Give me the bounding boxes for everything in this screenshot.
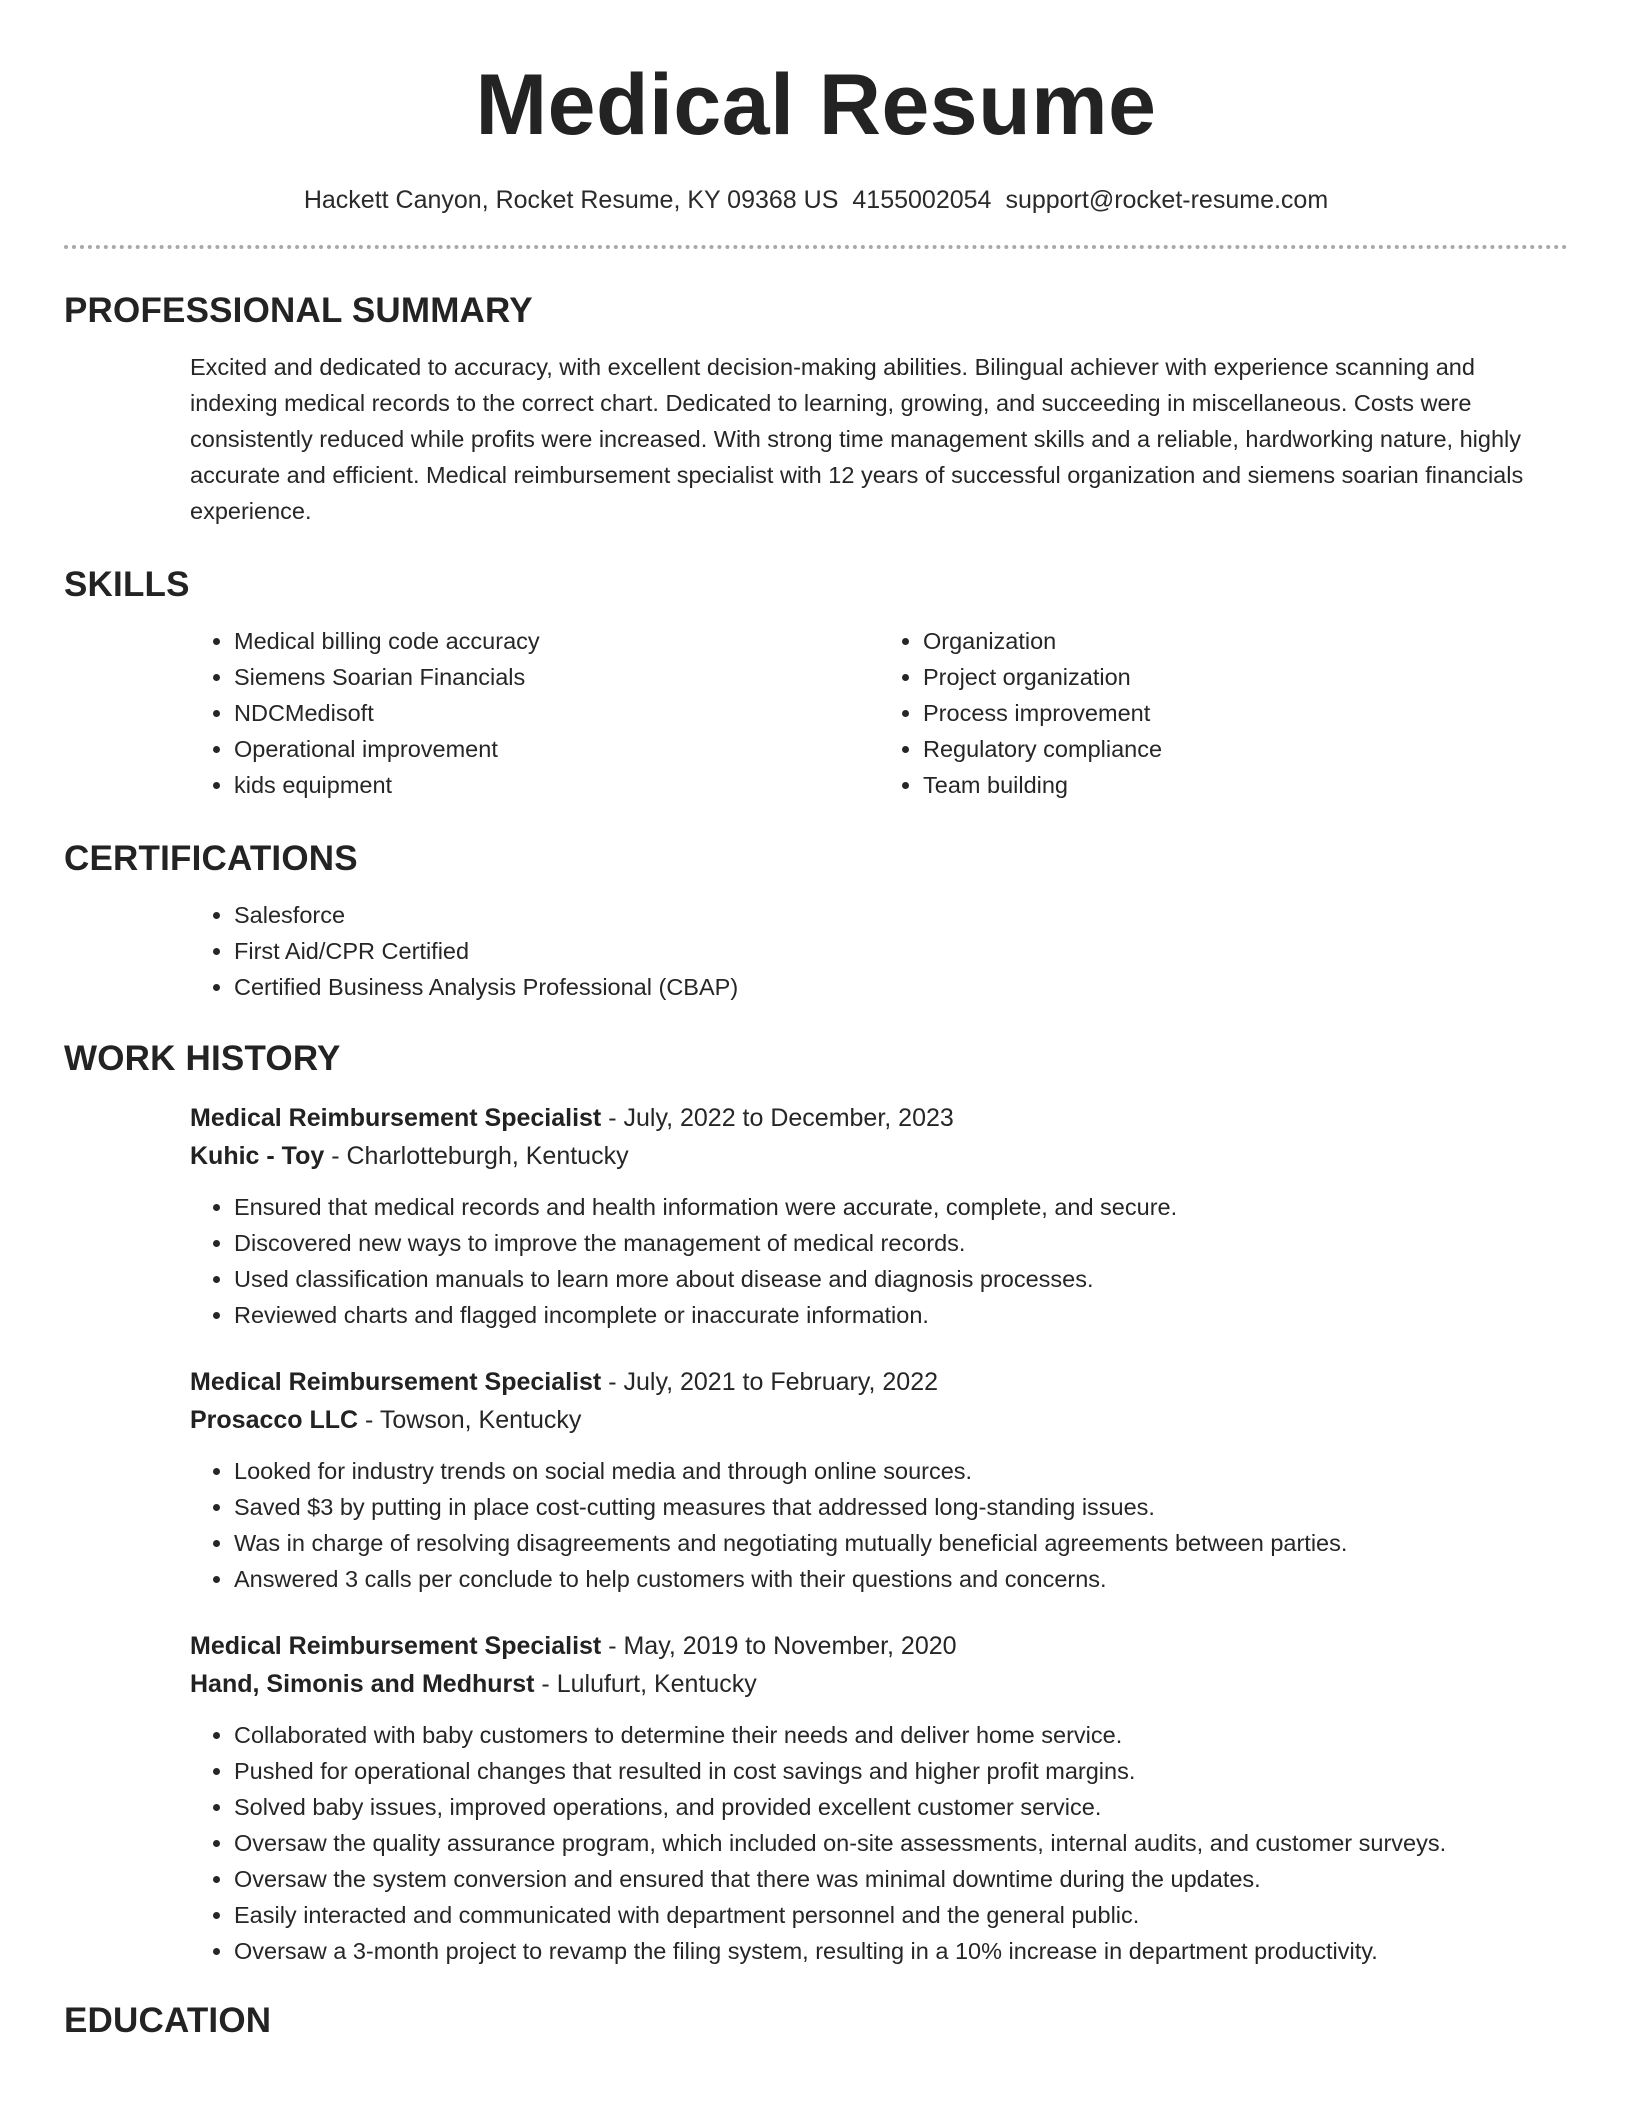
skill-item: • Operational improvement — [234, 731, 879, 767]
job-dates: - May, 2019 to November, 2020 — [601, 1632, 957, 1660]
job-company: Prosacco LLC — [190, 1406, 359, 1434]
job-bullets — [190, 1189, 1568, 1333]
summary-text: Excited and dedicated to accuracy, with excellent decision-making abilities. Bilingual achiever with experience scanning and indexing medical records to the correct chart. Dedicated to learning, growing, and succeeding in miscellaneous. Costs were consistently reduced while profits were increased. With strong time management skills and a reliable, hardworking nature, highly accurate and efficient. Medical reimbursement specialist with 12 years of successful organization and siemens soarian financials experience. — [190, 354, 1524, 524]
job-role: Medical Reimbursement Specialist — [190, 1368, 602, 1396]
job-bullet: • Saved $3 by putting in place cost-cutting measures that addressed long-standing issues. — [234, 1489, 1568, 1525]
skill-item: • Siemens Soarian Financials — [234, 659, 879, 695]
job-location: - Charlotteburgh, Kentucky — [324, 1142, 629, 1170]
job-bullet: • Oversaw a 3-month project to revamp the filing system, resulting in a 10% increase in department productivity. — [234, 1933, 1568, 1969]
job-company: Hand, Simonis and Medhurst — [190, 1670, 535, 1698]
job-bullet: • Discovered new ways to improve the management of medical records. — [234, 1225, 1568, 1261]
skills-list — [190, 623, 1568, 803]
job-role: Medical Reimbursement Specialist — [190, 1104, 602, 1132]
job-dates: - July, 2021 to February, 2022 — [601, 1368, 939, 1396]
job-bullet: • Oversaw the system conversion and ensured that there was minimal downtime during the updates. — [234, 1861, 1568, 1897]
contact-address: Hackett Canyon, Rocket Resume, KY 09368 US — [303, 186, 839, 214]
job-bullets — [190, 1717, 1568, 1969]
summary-section-title: PROFESSIONAL SUMMARY — [64, 291, 533, 330]
job-role: Medical Reimbursement Specialist — [190, 1632, 602, 1660]
skill-item: • NDCMedisoft — [234, 695, 879, 731]
work-history-section-title: WORK HISTORY — [64, 1039, 341, 1078]
job-bullet: • Was in charge of resolving disagreements and negotiating mutually beneficial agreements between parties. — [234, 1525, 1568, 1561]
skills-column-right — [879, 623, 1568, 803]
job-bullet: • Easily interacted and communicated with department personnel and the general public. — [234, 1897, 1568, 1933]
job-entry — [190, 1363, 1568, 1597]
job-company: Kuhic - Toy — [190, 1142, 325, 1170]
contact-email: support@rocket-resume.com — [1005, 186, 1329, 214]
job-bullet: • Pushed for operational changes that resulted in cost savings and higher profit margins. — [234, 1753, 1568, 1789]
job-bullet: • Ensured that medical records and health information were accurate, complete, and secure. — [234, 1189, 1568, 1225]
resume-title: Medical Resume — [475, 57, 1157, 153]
job-title-line — [190, 1099, 1568, 1137]
job-bullet: • Used classification manuals to learn more about disease and diagnosis processes. — [234, 1261, 1568, 1297]
contact-phone: 4155002054 — [852, 186, 992, 214]
certification-item: • Certified Business Analysis Professional (CBAP) — [234, 969, 1568, 1005]
job-bullet: • Reviewed charts and flagged incomplete or inaccurate information. — [234, 1297, 1568, 1333]
certifications-section-title: CERTIFICATIONS — [64, 839, 358, 878]
job-entry — [190, 1627, 1568, 1969]
skill-item: • kids equipment — [234, 767, 879, 803]
job-dates: - July, 2022 to December, 2023 — [601, 1104, 954, 1132]
job-entry — [190, 1099, 1568, 1333]
skill-item: • Team building — [923, 767, 1568, 803]
skill-item: • Organization — [923, 623, 1568, 659]
certification-item: • First Aid/CPR Certified — [234, 933, 1568, 969]
job-company-line — [190, 1665, 1568, 1703]
job-bullet: • Looked for industry trends on social media and through online sources. — [234, 1453, 1568, 1489]
education-section-title: EDUCATION — [64, 2001, 272, 2040]
header-divider — [64, 245, 1568, 249]
skill-item: • Regulatory compliance — [923, 731, 1568, 767]
job-location: - Towson, Kentucky — [358, 1406, 582, 1434]
skill-item: • Medical billing code accuracy — [234, 623, 879, 659]
job-location: - Lulufurt, Kentucky — [534, 1670, 757, 1698]
job-company-line — [190, 1401, 1568, 1439]
job-company-line — [190, 1137, 1568, 1175]
job-bullets — [190, 1453, 1568, 1597]
certification-item: • Salesforce — [234, 897, 1568, 933]
contact-line — [64, 186, 1568, 215]
job-title-line — [190, 1627, 1568, 1665]
skills-column-left — [190, 623, 879, 803]
job-bullet: • Collaborated with baby customers to determine their needs and deliver home service. — [234, 1717, 1568, 1753]
job-bullet: • Solved baby issues, improved operations, and provided excellent customer service. — [234, 1789, 1568, 1825]
certifications-list — [190, 897, 1568, 1005]
skills-section-title: SKILLS — [64, 565, 190, 604]
skill-item: • Process improvement — [923, 695, 1568, 731]
job-bullet: • Answered 3 calls per conclude to help customers with their questions and concerns. — [234, 1561, 1568, 1597]
job-title-line — [190, 1363, 1568, 1401]
skill-item: • Project organization — [923, 659, 1568, 695]
job-bullet: • Oversaw the quality assurance program, which included on-site assessments, internal audits, and customer surveys. — [234, 1825, 1568, 1861]
